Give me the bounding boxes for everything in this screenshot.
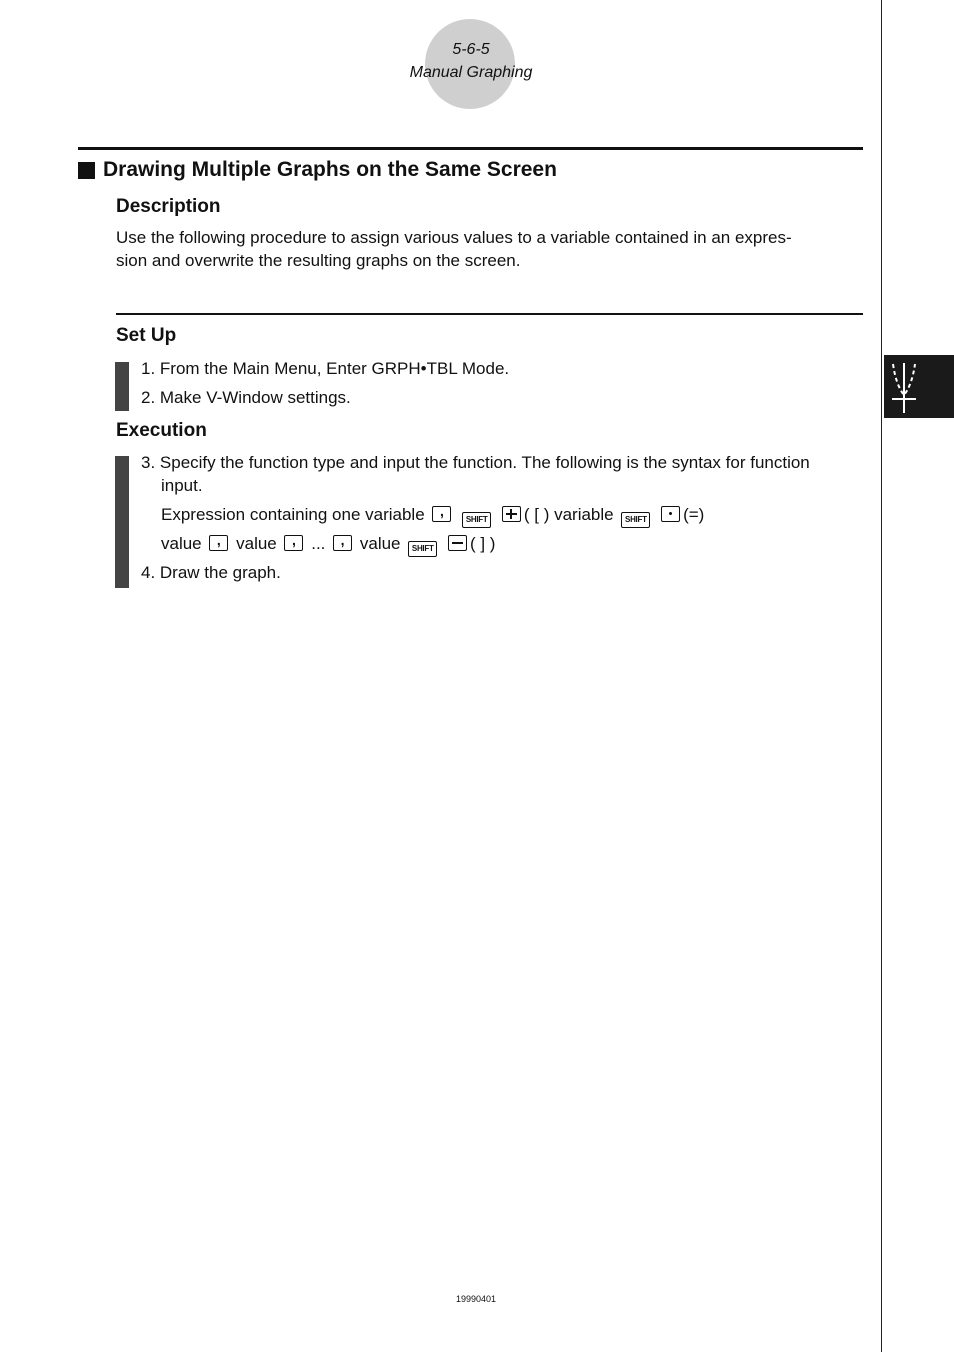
plus-key-icon (502, 506, 521, 522)
section-title-text: Drawing Multiple Graphs on the Same Screen (103, 158, 557, 181)
divider-rule (116, 313, 863, 315)
syntax-value-text: value (236, 534, 277, 553)
shift-key-icon: SHIFT (462, 512, 491, 528)
right-margin-rule (881, 0, 882, 1352)
setup-heading: Set Up (116, 325, 177, 346)
dot-key-icon (661, 506, 680, 522)
comma-key-icon: , (284, 535, 303, 551)
section-title (78, 158, 557, 182)
page-number: 5-6-5 (452, 41, 490, 58)
syntax-variable-text: ( [ ) variable (523, 505, 614, 524)
syntax-value-text: value (161, 534, 202, 553)
minus-key-icon (448, 535, 467, 551)
execution-step-3-line-1: 3. Specify the function type and input the function. The following is the syntax for function (141, 453, 810, 472)
graph-tab-icon (884, 355, 954, 418)
syntax-ellipsis-text: ... (311, 534, 326, 553)
description-line-1: Use the following procedure to assign various values to a variable contained in an expres- (116, 228, 792, 247)
syntax-line-1 (161, 503, 704, 528)
comma-key-icon: , (432, 506, 451, 522)
shift-key-icon: SHIFT (621, 512, 650, 528)
square-bullet-icon (78, 162, 95, 179)
description-heading: Description (116, 196, 221, 217)
comma-key-icon: , (333, 535, 352, 551)
execution-heading: Execution (116, 420, 207, 441)
comma-key-icon: , (209, 535, 228, 551)
section-rule (78, 147, 863, 150)
setup-step-1: 1. From the Main Menu, Enter GRPH•TBL Mode. (141, 359, 510, 378)
syntax-equals-text: (=) (683, 505, 705, 524)
chapter-title: Manual Graphing (409, 64, 533, 81)
description-line-2: sion and overwrite the resulting graphs on the screen. (116, 251, 521, 270)
setup-step-bar (115, 362, 129, 411)
setup-step-2: 2. Make V-Window settings. (141, 388, 351, 407)
shift-key-icon: SHIFT (408, 541, 437, 557)
footer-code: 19990401 (455, 1294, 497, 1304)
syntax-close-bracket-text: ( ] ) (469, 534, 496, 553)
syntax-expression-text: Expression containing one variable (161, 505, 425, 524)
execution-step-4: 4. Draw the graph. (141, 563, 281, 582)
syntax-line-2 (161, 532, 495, 557)
syntax-value-text: value (359, 534, 401, 553)
execution-step-3-line-2: input. (161, 476, 203, 495)
execution-step-bar (115, 456, 129, 588)
